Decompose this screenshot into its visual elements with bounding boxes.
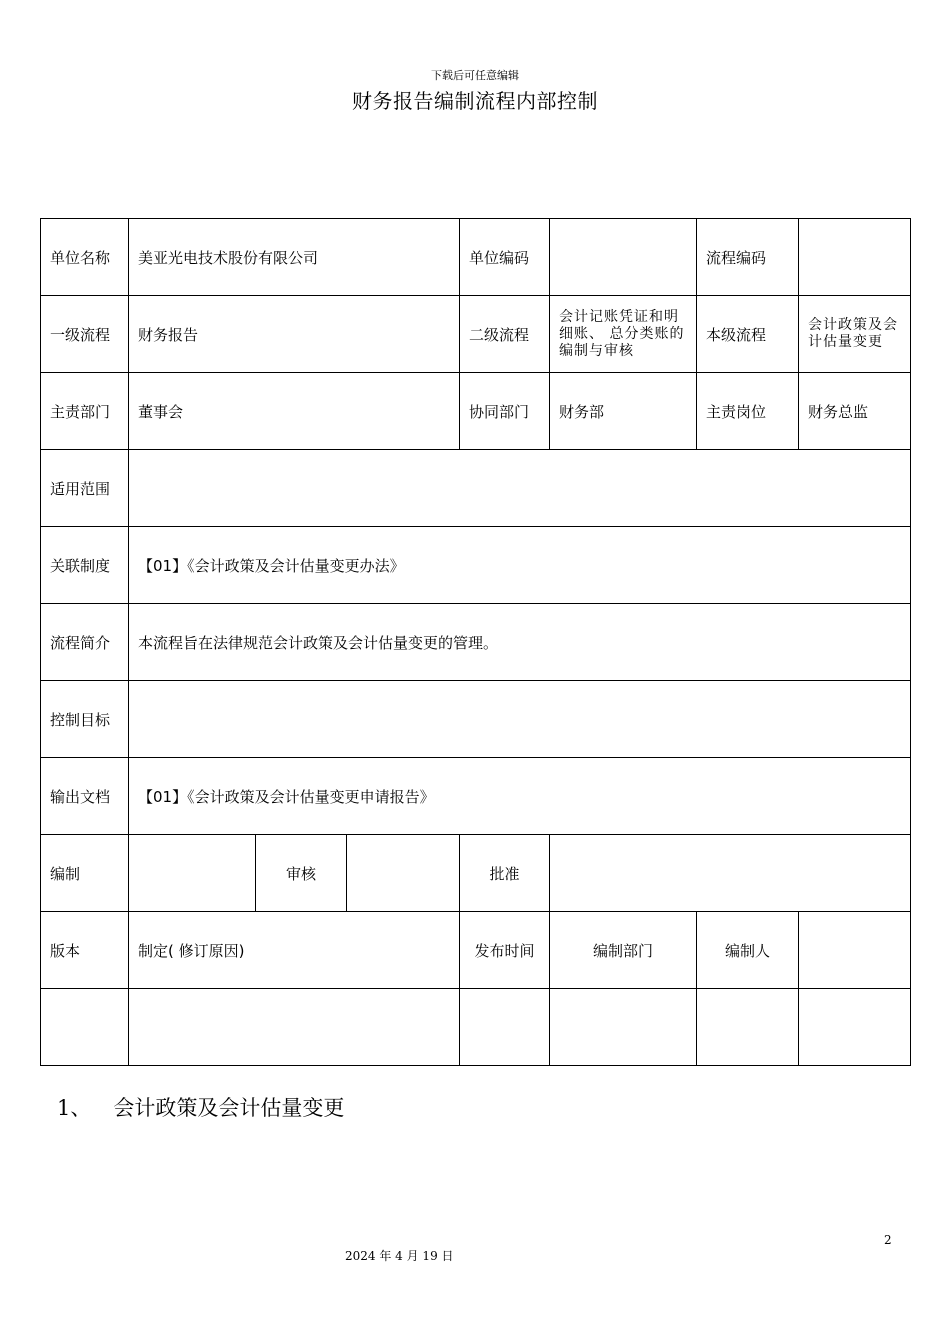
process-code-label: 流程编码 [697, 219, 799, 296]
scope-value [129, 450, 911, 527]
section-number: 1、 [57, 1096, 92, 1120]
prepare-label: 编制 [41, 835, 129, 912]
review-label: 审核 [256, 835, 347, 912]
coop-dept-value: 财务部 [550, 373, 697, 450]
preparer-value [799, 912, 911, 989]
unit-name-value: 美亚光电技术股份有限公司 [129, 219, 460, 296]
publish-time-cell [460, 989, 550, 1066]
version-label: 版本 [41, 912, 129, 989]
responsible-post-label: 主责岗位 [697, 373, 799, 450]
level2-process-label: 二级流程 [460, 296, 550, 373]
approve-value [550, 835, 911, 912]
responsible-post-value: 财务总监 [799, 373, 911, 450]
coop-dept-label: 协同部门 [460, 373, 550, 450]
related-rule-label: 关联制度 [41, 527, 129, 604]
table-row [41, 450, 911, 527]
unit-name-label: 单位名称 [41, 219, 129, 296]
this-level-process-value: 会计政策及会计估量变更 [799, 296, 911, 373]
table-row [41, 912, 911, 989]
table-row [41, 527, 911, 604]
process-intro-value: 本流程旨在法律规范会计政策及会计估量变更的管理。 [129, 604, 911, 681]
section-heading [57, 1092, 344, 1122]
table-row [41, 758, 911, 835]
output-doc-value: 【01】《会计政策及会计估量变更申请报告》 [129, 758, 911, 835]
level1-process-value: 财务报告 [129, 296, 460, 373]
table-row [41, 989, 911, 1066]
process-intro-label: 流程简介 [41, 604, 129, 681]
review-value [347, 835, 460, 912]
document-title: 财务报告编制流程内部控制 [352, 89, 598, 113]
table-row [41, 604, 911, 681]
responsible-dept-label: 主责部门 [41, 373, 129, 450]
table-row [41, 219, 911, 296]
version-cell [41, 989, 129, 1066]
unit-code-label: 单位编码 [460, 219, 550, 296]
page-number: 2 [884, 1233, 892, 1247]
publish-time-label: 发布时间 [460, 912, 550, 989]
section-title: 会计政策及会计估量变更 [113, 1096, 345, 1120]
scope-label: 适用范围 [41, 450, 129, 527]
process-code-value [799, 219, 911, 296]
prepare-value [129, 835, 256, 912]
this-level-process-label: 本级流程 [697, 296, 799, 373]
extra-cell [799, 989, 911, 1066]
prep-dept-label: 编制部门 [550, 912, 697, 989]
prep-dept-cell [550, 989, 697, 1066]
revision-reason-cell [129, 989, 460, 1066]
unit-code-value [550, 219, 697, 296]
control-goal-label: 控制目标 [41, 681, 129, 758]
table-row [41, 373, 911, 450]
header-note: 下载后可任意编辑 [431, 69, 519, 82]
table-row [41, 296, 911, 373]
preparer-label: 编制人 [697, 912, 799, 989]
level1-process-label: 一级流程 [41, 296, 129, 373]
approve-label: 批准 [460, 835, 550, 912]
table-row [41, 835, 911, 912]
process-info-table [40, 218, 911, 1066]
level2-process-value: 会计记账凭证和明细账、 总分类账的编制与审核 [550, 296, 697, 373]
preparer-cell [697, 989, 799, 1066]
table-row [41, 681, 911, 758]
control-goal-value [129, 681, 911, 758]
responsible-dept-value: 董事会 [129, 373, 460, 450]
related-rule-value: 【01】《会计政策及会计估量变更办法》 [129, 527, 911, 604]
revision-reason-label: 制定( 修订原因) [129, 912, 460, 989]
footer-date: 2024 年 4 月 19 日 [345, 1249, 454, 1263]
output-doc-label: 输出文档 [41, 758, 129, 835]
